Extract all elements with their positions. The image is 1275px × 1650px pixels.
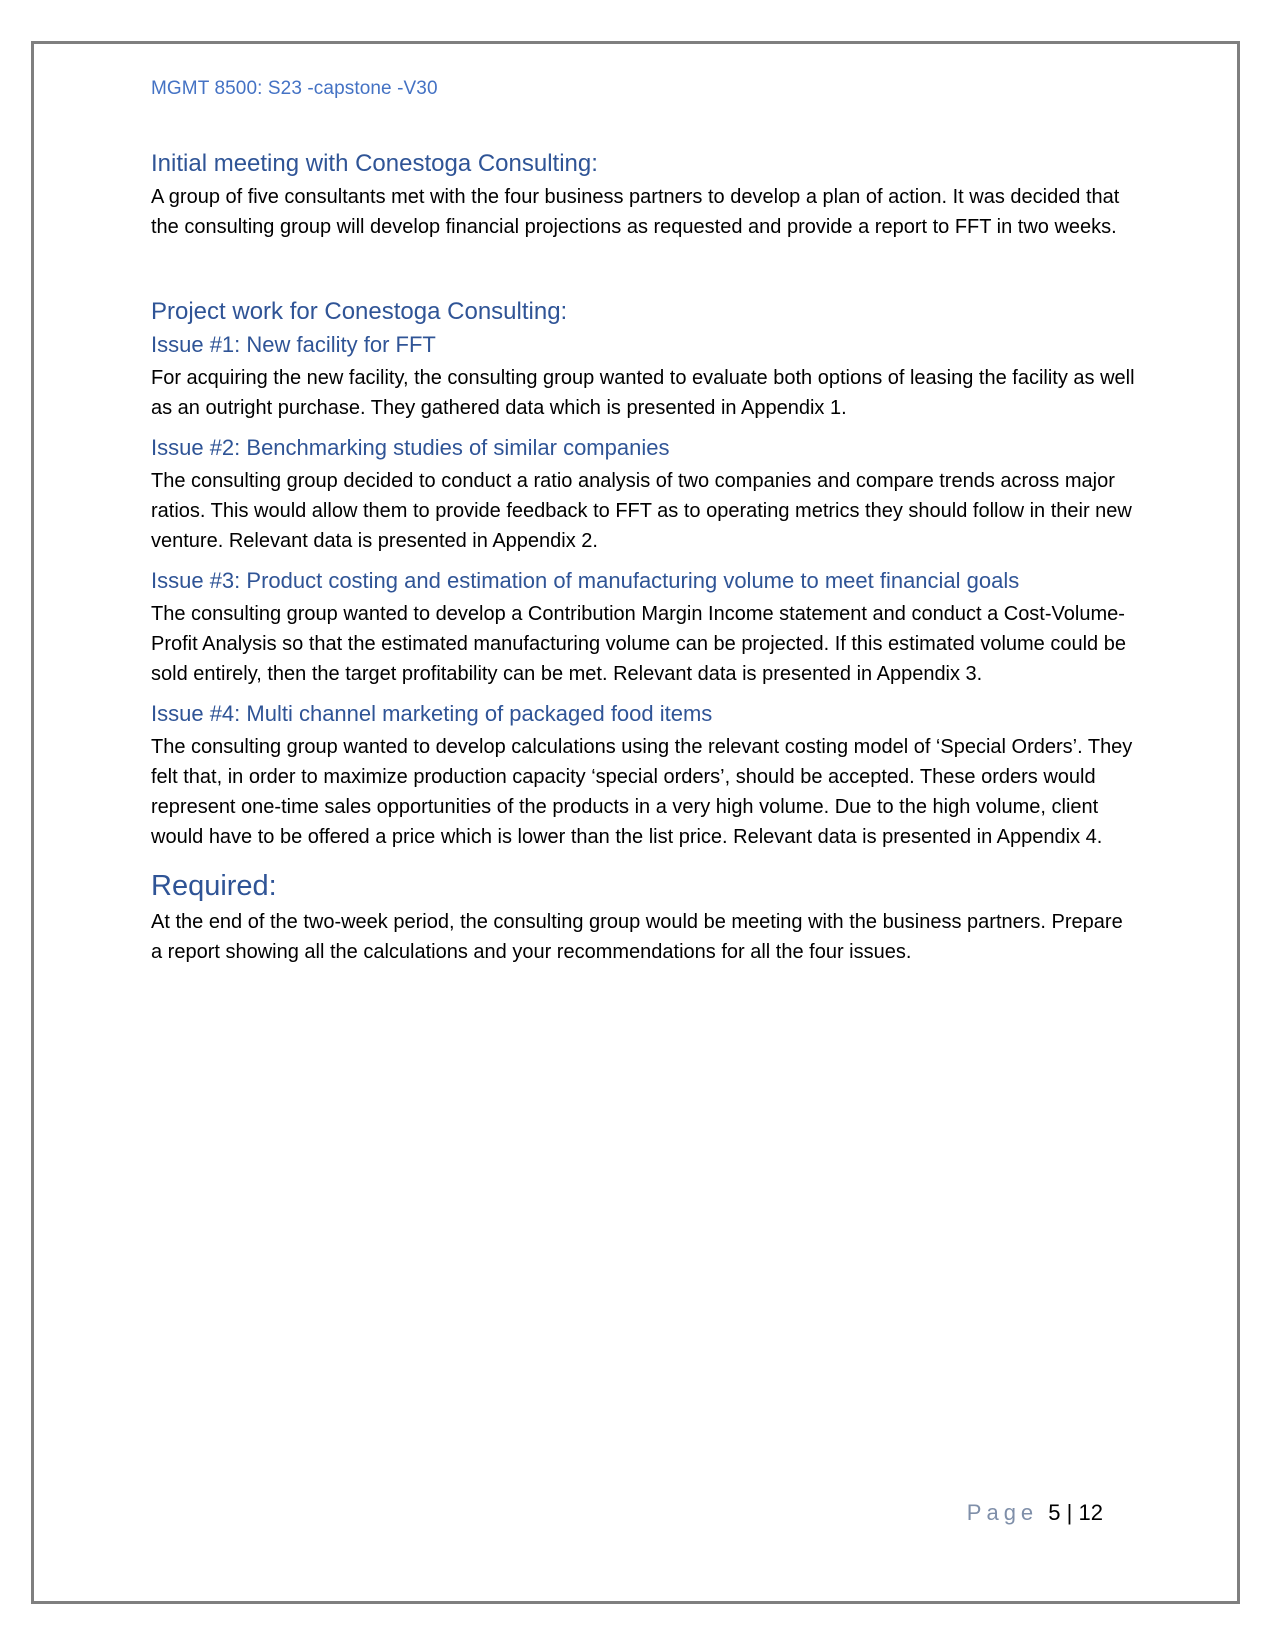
page-label: Page	[966, 1500, 1039, 1525]
issue-2-body: The consulting group decided to conduct a ratio analysis of two companies and compare trends across major ratios. This would allow them to provide feedback to FFT as to operating metrics they should follow in their new venture. Relevant data is presented in Appendix 2.	[151, 470, 1132, 552]
initial-meeting-body: A group of five consultants met with the four business partners to develop a plan of action. It was decided that the consulting group will develop financial projections as requested and provide a report to FFT in two weeks.	[151, 186, 1120, 238]
issue-1-title: Issue #1: New facility for FFT	[151, 332, 436, 357]
required-body: At the end of the two-week period, the consulting group would be meeting with the business partners. Prepare a report showing all the calculations and your recommendations for all the four issues.	[151, 911, 1123, 963]
issue-3-title: Issue #3: Product costing and estimation of manufacturing volume to meet financial goals	[151, 568, 1020, 593]
total-pages: 12	[1078, 1500, 1103, 1525]
issue-3-body: The consulting group wanted to develop a Contribution Margin Income statement and conduct a Cost-Volume-Profit Analysis so that the estimated manufacturing volume can be projected. If this estimated volume could be sold entirely, then the target profitability can be met. Relevant data is presented in Appendix 3.	[151, 603, 1126, 685]
document-header: MGMT 8500: S23 -capstone -V30	[151, 78, 438, 99]
issue-1-body: For acquiring the new facility, the consulting group wanted to evaluate both options of leasing the facility as well as an outright purchase. They gathered data which is presented in Appendix 1.	[151, 367, 1135, 419]
page-footer	[967, 1500, 1103, 1526]
project-work-heading: Project work for Conestoga Consulting:	[151, 298, 568, 325]
issue-4-title: Issue #4: Multi channel marketing of packaged food items	[151, 701, 713, 726]
issue-4-body: The consulting group wanted to develop calculations using the relevant costing model of ‘Special Orders’. They felt that, in order to maximize production capacity ‘special orders’, should be accepted. These orders would represent one-time sales opportunities of the products in a very high volume. Due to the high volume, client would have to be offered a price which is lower than the list price. Relevant data is presented in Appendix 4.	[151, 736, 1133, 848]
page-separator: |	[1066, 1500, 1073, 1525]
issue-2-title: Issue #2: Benchmarking studies of similar companies	[151, 435, 670, 460]
initial-meeting-heading: Initial meeting with Conestoga Consulting:	[151, 150, 598, 177]
current-page-number: 5	[1048, 1500, 1061, 1525]
page-content	[151, 150, 1136, 967]
required-heading: Required:	[151, 870, 277, 902]
